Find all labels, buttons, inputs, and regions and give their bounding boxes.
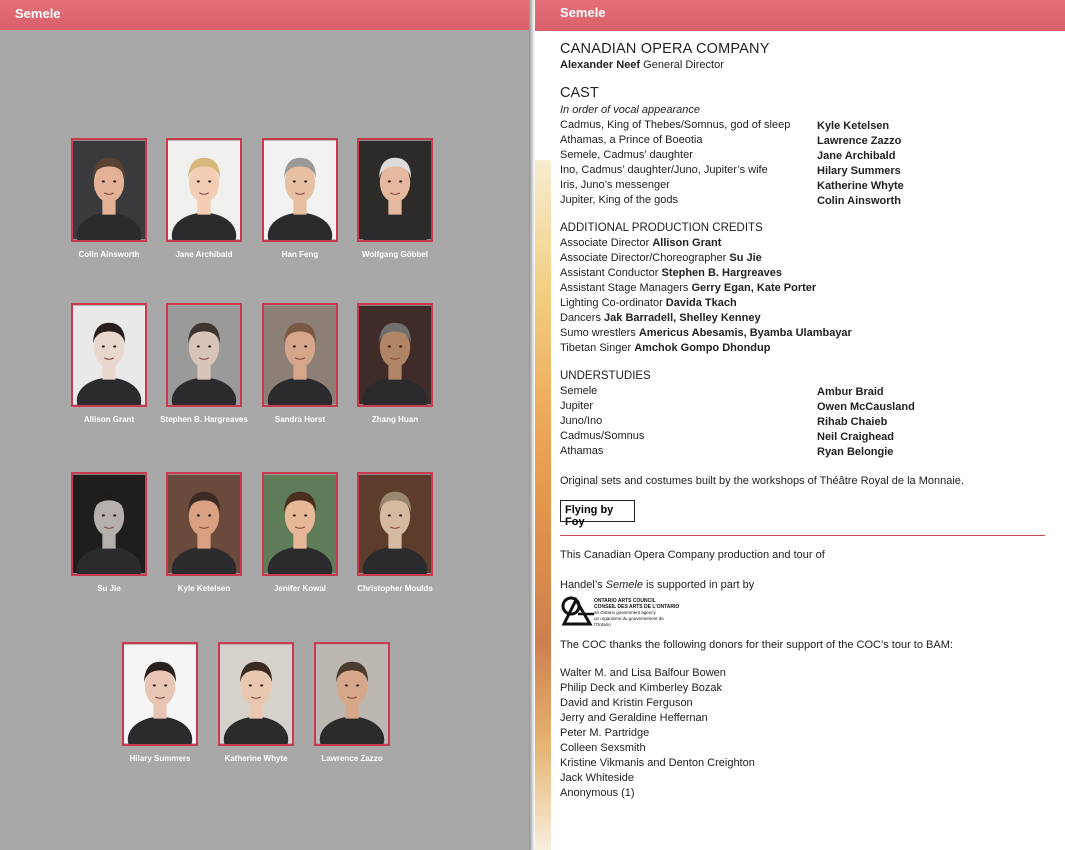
- cast-heading: CAST: [560, 85, 599, 101]
- credit-label: Associate Director/Choreographer: [560, 252, 730, 264]
- portrait-caption: Colin Ainsworth: [78, 250, 140, 259]
- credit-line: [560, 342, 770, 354]
- cast-role: Cadmus, King of Thebes/Somnus, god of sleep: [560, 119, 791, 131]
- portrait-kyle-ketelsen: [166, 472, 242, 576]
- director-title: General Director: [643, 59, 724, 71]
- portrait-sandra-horst: [262, 303, 338, 407]
- support-line-1: This Canadian Opera Company production and tour of: [560, 549, 825, 561]
- portrait-caption: Sandra Horst: [274, 415, 326, 424]
- portrait-caption: Katherine Whyte: [224, 754, 288, 763]
- portrait-caption: Han Feng: [281, 250, 319, 259]
- donor-name: Jerry and Geraldine Heffernan: [560, 712, 708, 724]
- portrait-photo-lawrence-zazzo: [316, 644, 388, 744]
- ontario-arts-council-logo: [560, 596, 680, 626]
- cast-singer: Jane Archibald: [817, 150, 896, 162]
- cast-singer: Colin Ainsworth: [817, 195, 901, 207]
- credit-line: [560, 282, 816, 294]
- portrait-caption: Lawrence Zazzo: [321, 754, 383, 763]
- credit-line: [560, 297, 737, 309]
- oac-line-1: ONTARIO ARTS COUNCIL: [594, 598, 656, 604]
- director-line: [560, 59, 724, 71]
- portrait-jane-archibald: [166, 138, 242, 242]
- understudy-singer: Rihab Chaieb: [817, 416, 888, 428]
- oac-emblem-icon: [560, 596, 596, 626]
- portrait-zhang-huan: [357, 303, 433, 407]
- donor-name: Jack Whiteside: [560, 772, 634, 784]
- divider-rule: [560, 535, 1045, 536]
- cast-role: Jupiter, King of the gods: [560, 194, 679, 206]
- credit-label: Sumo wrestlers: [560, 327, 639, 339]
- credit-line: [560, 327, 852, 339]
- portrait-photo-su-jie: [73, 474, 145, 574]
- cast-role: Ino, Cadmus’ daughter/Juno, Jupiter’s wife: [560, 164, 768, 176]
- company-name: CANADIAN OPERA COMPANY: [560, 41, 770, 57]
- credit-label: Assistant Stage Managers: [560, 282, 692, 294]
- understudy-role: Cadmus/Somnus: [560, 430, 645, 442]
- cast-singer: Katherine Whyte: [817, 180, 904, 192]
- understudy-role: Athamas: [560, 445, 604, 457]
- cast-role: Iris, Juno’s messenger: [560, 179, 670, 191]
- donor-thanks: The COC thanks the following donors for their support of the COC’s tour to BAM:: [560, 639, 953, 651]
- support-line-2-post: is supported in part by: [642, 579, 755, 591]
- donor-name: Anonymous (1): [560, 787, 635, 799]
- donor-name: Walter M. and Lisa Balfour Bowen: [560, 667, 726, 679]
- cast-singer: Kyle Ketelsen: [817, 120, 890, 132]
- credit-names: Su Jie: [729, 252, 762, 264]
- portrait-caption: Su Jie: [97, 584, 121, 593]
- oac-text: [594, 598, 680, 628]
- credit-names: Davida Tkach: [665, 297, 737, 309]
- portrait-photo-allison-grant: [73, 305, 145, 405]
- portrait-photo-jane-archibald: [168, 140, 240, 240]
- portrait-jenifer-kowal: [262, 472, 338, 576]
- donor-name: Peter M. Partridge: [560, 727, 650, 739]
- cast-singer: Lawrence Zazzo: [817, 135, 902, 147]
- portrait-han-feng: [262, 138, 338, 242]
- credit-label: Associate Director: [560, 237, 653, 249]
- donor-name: Philip Deck and Kimberley Bozak: [560, 682, 723, 694]
- support-line-2: [560, 579, 754, 591]
- cast-subheading: In order of vocal appearance: [560, 104, 701, 116]
- left-page: [0, 0, 529, 850]
- right-page-header: [535, 0, 1065, 31]
- portrait-caption: Kyle Ketelsen: [177, 584, 231, 593]
- portrait-caption: Hilary Summers: [129, 754, 191, 763]
- credit-line: [560, 237, 721, 249]
- understudy-role: Jupiter: [560, 400, 594, 412]
- portrait-photo-christopher-moulds: [359, 474, 431, 574]
- portrait-photo-sandra-horst: [264, 305, 336, 405]
- right-header-title: Semele: [560, 5, 606, 20]
- oac-line-2: CONSEIL DES ARTS DE L'ONTARIO: [594, 604, 680, 610]
- understudy-singer: Owen McCausland: [817, 401, 915, 413]
- portrait-lawrence-zazzo: [314, 642, 390, 746]
- portrait-caption: Zhang Huan: [371, 415, 419, 424]
- credit-label: Assistant Conductor: [560, 267, 662, 279]
- portrait-caption: Stephen B. Hargreaves: [160, 415, 248, 424]
- portrait-caption: Christopher Moulds: [357, 584, 433, 593]
- portrait-su-jie: [71, 472, 147, 576]
- understudy-singer: Neil Craighead: [817, 431, 895, 443]
- cast-singer: Hilary Summers: [817, 165, 901, 177]
- support-line-2-pre: Handel’s: [560, 579, 606, 591]
- left-header-title: Semele: [15, 6, 61, 21]
- portrait-photo-stephen-b-hargreaves: [168, 305, 240, 405]
- portrait-colin-ainsworth: [71, 138, 147, 242]
- understudy-singer: Ambur Braid: [817, 386, 884, 398]
- portrait-photo-hilary-summers: [124, 644, 196, 744]
- portrait-katherine-whyte: [218, 642, 294, 746]
- portrait-photo-wolfgang-g-bbel: [359, 140, 431, 240]
- cast-role: Semele, Cadmus’ daughter: [560, 149, 693, 161]
- portrait-christopher-moulds: [357, 472, 433, 576]
- portrait-photo-colin-ainsworth: [73, 140, 145, 240]
- portrait-caption: Wolfgang Göbbel: [361, 250, 429, 259]
- understudy-role: Semele: [560, 385, 598, 397]
- portrait-photo-zhang-huan: [359, 305, 431, 405]
- donor-name: Colleen Sexsmith: [560, 742, 646, 754]
- donor-name: David and Kristin Ferguson: [560, 697, 693, 709]
- flying-by-foy-box: Flying by Foy: [560, 500, 635, 522]
- credit-names: Jak Barradell, Shelley Kenney: [604, 312, 761, 324]
- credit-label: Lighting Co-ordinator: [560, 297, 666, 309]
- understudy-role: Juno/Ino: [560, 415, 603, 427]
- portrait-photo-han-feng: [264, 140, 336, 240]
- credit-names: Gerry Egan, Kate Porter: [691, 282, 817, 294]
- credit-names: Americus Abesamis, Byamba Ulambayar: [638, 327, 852, 339]
- credit-line: [560, 267, 782, 279]
- credit-label: Tibetan Singer: [560, 342, 635, 354]
- portrait-photo-katherine-whyte: [220, 644, 292, 744]
- credit-line: [560, 312, 761, 324]
- credits-heading: ADDITIONAL PRODUCTION CREDITS: [560, 222, 763, 234]
- support-line-2-opera: Semele: [605, 579, 643, 591]
- portrait-photo-kyle-ketelsen: [168, 474, 240, 574]
- right-page: [535, 0, 1065, 850]
- portrait-caption: Jenifer Kowal: [273, 584, 326, 593]
- portrait-stephen-b-hargreaves: [166, 303, 242, 407]
- credit-names: Stephen B. Hargreaves: [661, 267, 782, 279]
- donor-name: Kristine Vikmanis and Denton Creighton: [560, 757, 755, 769]
- credit-line: [560, 252, 762, 264]
- portrait-caption: Jane Archibald: [175, 250, 233, 259]
- credit-names: Allison Grant: [652, 237, 722, 249]
- portrait-wolfgang-g-bbel: [357, 138, 433, 242]
- understudies-heading: UNDERSTUDIES: [560, 370, 651, 382]
- oac-line-4: un organisme du gouvernement de l'Ontario: [594, 616, 664, 627]
- left-page-header: [0, 0, 529, 30]
- credit-label: Dancers: [560, 312, 605, 324]
- artwork-edge: [535, 160, 551, 850]
- portrait-photo-jenifer-kowal: [264, 474, 336, 574]
- sets-note: Original sets and costumes built by the workshops of Théâtre Royal de la Monnaie.: [560, 475, 964, 487]
- oac-line-3: an Ontario government agency: [594, 610, 656, 615]
- director-name: Alexander Neef: [560, 59, 641, 71]
- cast-role: Athamas, a Prince of Boeotia: [560, 134, 703, 146]
- understudy-singer: Ryan Belongie: [817, 446, 894, 458]
- portrait-caption: Allison Grant: [83, 415, 135, 424]
- credit-names: Amchok Gompo Dhondup: [634, 342, 771, 354]
- portrait-hilary-summers: [122, 642, 198, 746]
- portrait-allison-grant: [71, 303, 147, 407]
